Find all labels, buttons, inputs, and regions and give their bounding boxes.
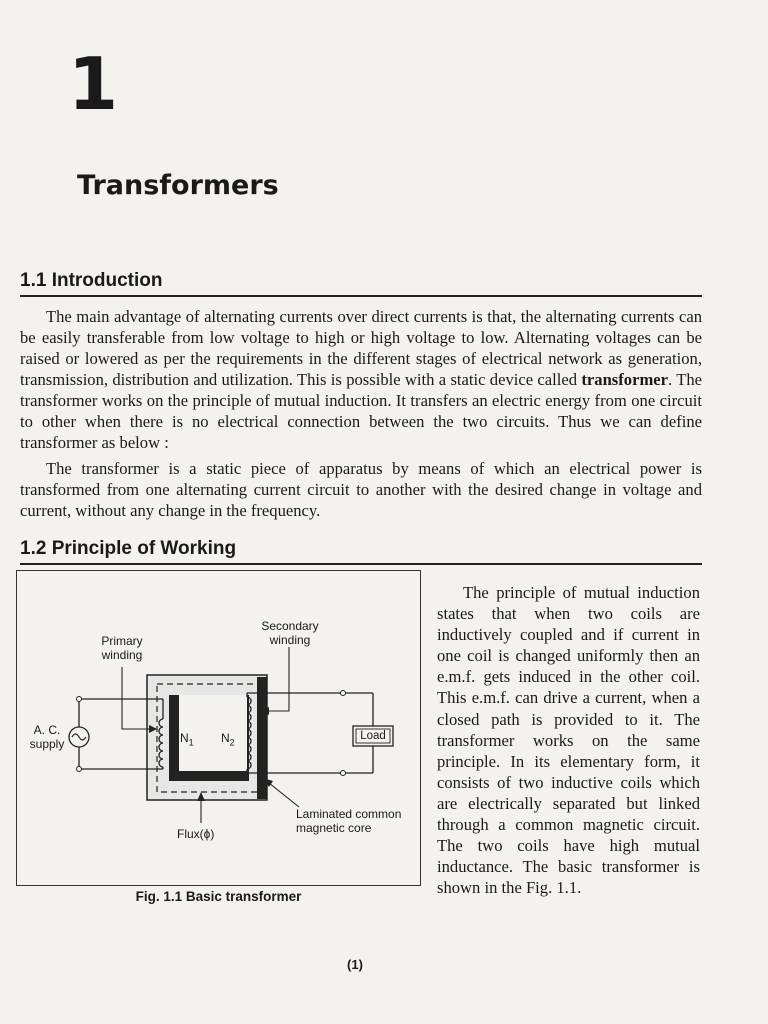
intro-paragraph-2: The transformer is a static piece of apparatus by means of which an electrical power is transformed from one alternating current circuit to another with the desired change in voltage and current, without any change in the frequency. bbox=[20, 459, 702, 520]
intro-paragraph-1 bbox=[20, 306, 702, 453]
page-number: (1) bbox=[347, 957, 363, 972]
transformer-term: transformer bbox=[581, 370, 669, 389]
secondary-label-line1: Secondary bbox=[261, 619, 319, 633]
ac-label-line2: supply bbox=[29, 737, 65, 751]
secondary-winding-label bbox=[255, 619, 325, 647]
section-heading-principle: 1.2 Principle of Working bbox=[20, 538, 702, 565]
figure-basic-transformer bbox=[16, 570, 421, 886]
core-label bbox=[296, 807, 401, 835]
secondary-label-line2: winding bbox=[269, 633, 311, 647]
ac-label-line1: A. C. bbox=[33, 723, 61, 737]
core-label-line2: magnetic core bbox=[296, 821, 372, 835]
core-leader bbox=[269, 783, 299, 807]
n2-subscript: 2 bbox=[229, 737, 235, 748]
chapter-title: Transformers bbox=[77, 170, 279, 201]
primary-label-line1: Primary bbox=[101, 634, 143, 648]
section-heading-introduction: 1.1 Introduction bbox=[20, 270, 702, 297]
n1-base: N bbox=[180, 731, 189, 745]
load-label: Load bbox=[360, 730, 386, 742]
n1-subscript: 1 bbox=[188, 737, 194, 748]
flux-label: Flux(ϕ) bbox=[177, 827, 215, 841]
chapter-number: 1 bbox=[68, 42, 119, 126]
primary-winding-label bbox=[95, 634, 149, 662]
n2-label bbox=[221, 731, 235, 749]
core-label-line1: Laminated common bbox=[296, 807, 402, 821]
intro-text-end: . The transformer works on the principle of mutual induction. It transfers an electric energy from one circuit to other when there is no electrical connection between the two circuits. Thus we can define transformer as below : bbox=[20, 370, 702, 452]
primary-label-line2: winding bbox=[101, 648, 143, 662]
figure-caption: Fig. 1.1 Basic transformer bbox=[135, 889, 302, 904]
n1-label bbox=[180, 731, 194, 749]
principle-paragraph: The principle of mutual induction states that when two coils are inductively coupled and if current in one coil is changed uniformly then an e.m.f. gets induced in the other coil. This e.m.f. can drive a current, when a closed path is provided to it. The transformer works on the same principle. In its elementary form, it consists of two inductive coils which are electrically separated but linked through a common magnetic circuit. The two coils have high mutual inductance. The basic transformer is shown in the Fig. 1.1. bbox=[437, 583, 700, 898]
primary-leader bbox=[122, 667, 149, 729]
secondary-leader bbox=[267, 647, 289, 711]
intro-text-start: The main advantage of alternating currents over direct currents is that, the alternating currents can be easily transferable from low voltage to high or high voltage to low. Alternating voltages can be raised or lowered as per the requirements in the different stages of electrical network as generation, transmission, distribution and utilization. This is possible with a static device called bbox=[20, 307, 702, 389]
ac-supply-label bbox=[27, 723, 67, 751]
n2-base: N bbox=[221, 731, 230, 745]
